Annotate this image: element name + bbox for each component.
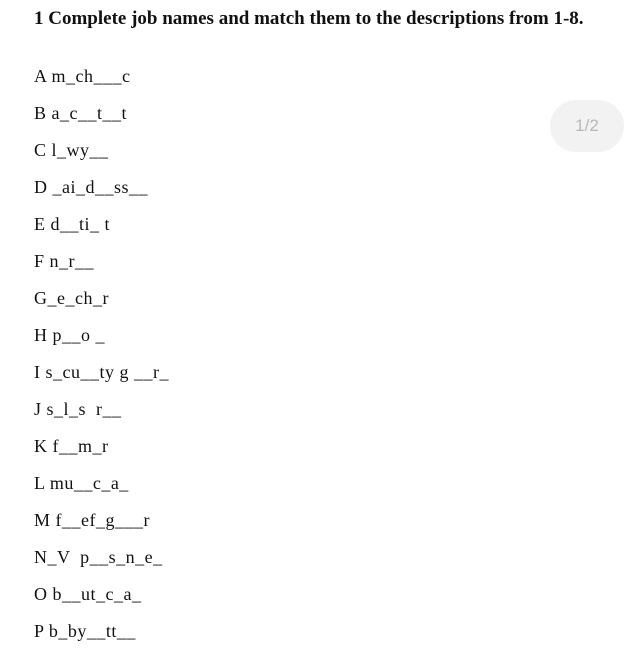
page-indicator: 1/2 [550, 100, 624, 152]
list-item: O b__ut_c_a_ [34, 584, 142, 604]
list-item: E d__ti_ t [34, 214, 110, 234]
list-item: I s_cu__ty g __r_ [34, 362, 169, 382]
list-item: M f__ef_g___r [34, 510, 150, 530]
list-item: L mu__c_a_ [34, 473, 129, 493]
list-item: F n_r__ [34, 251, 95, 271]
list-item: A m_ch___c [34, 66, 131, 86]
list-item: D _ai_d__ss__ [34, 177, 148, 197]
list-item: P b_by__tt__ [34, 621, 136, 641]
list-item: C l_wy__ [34, 140, 109, 160]
list-item: G_e_ch_r [34, 288, 109, 308]
list-item: B a_c__t__t [34, 103, 127, 123]
list-item: N_V p__s_n_e_ [34, 547, 163, 567]
list-item: H p__o _ [34, 325, 105, 345]
list-item: J s_l_s r__ [34, 399, 122, 419]
exercise-title: 1 Complete job names and match them to the descriptions from 1-8. [34, 8, 584, 29]
job-names-list [34, 58, 169, 650]
list-item: K f__m_r [34, 436, 109, 456]
